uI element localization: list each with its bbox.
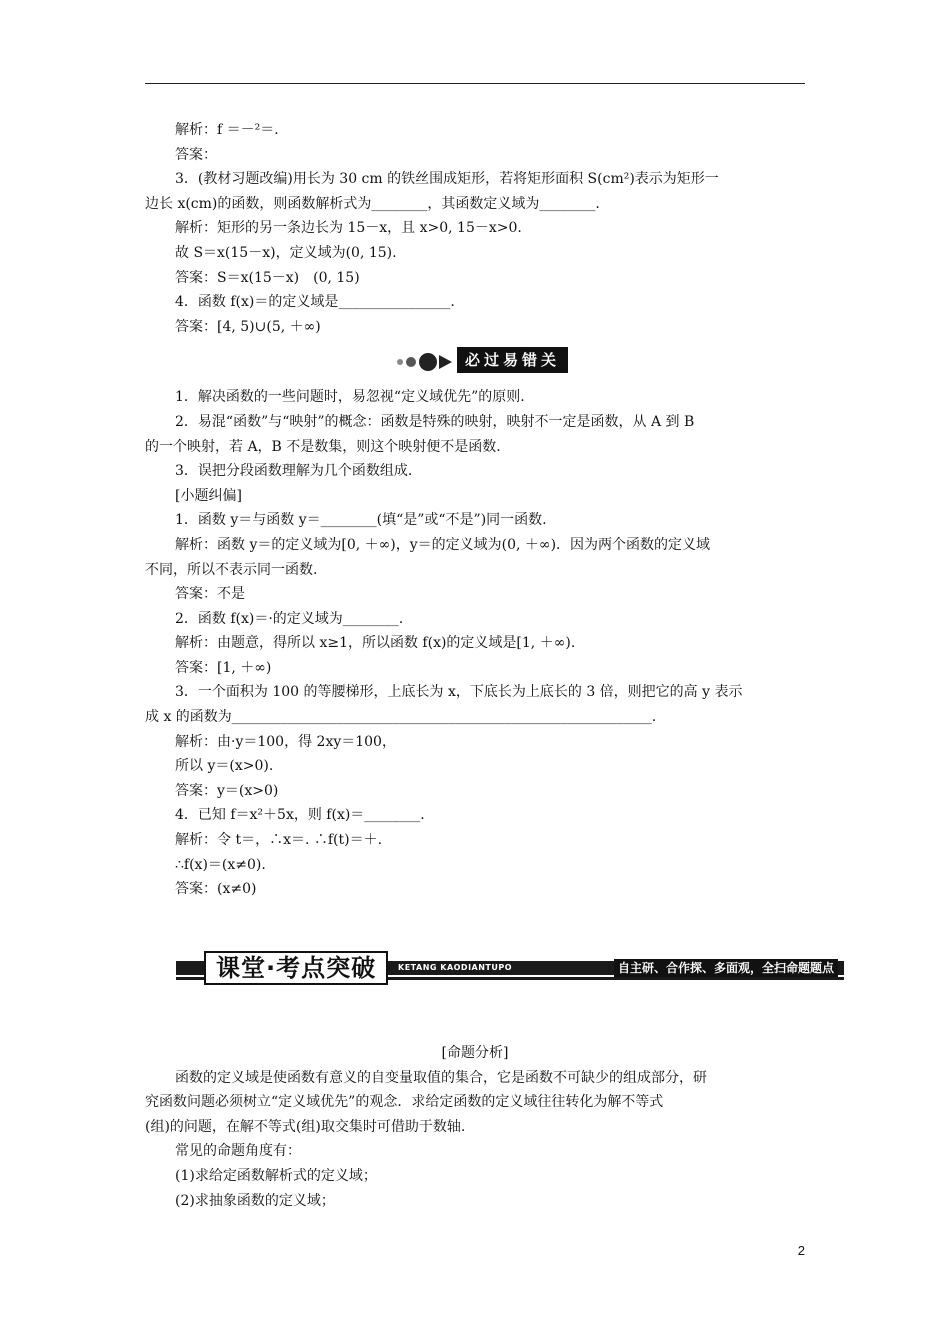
text-line: 函数的定义域是使函数有意义的自变量取值的集合，它是函数不可缺少的组成部分，研 <box>175 1069 707 1086</box>
text-line: 答案：[1, ＋∞) <box>175 659 272 676</box>
top-text-block <box>145 118 805 339</box>
page-number: 2 <box>797 1243 805 1258</box>
text-line: 1．解决函数的一些问题时，易忽视“定义域优先”的原则. <box>175 389 525 406</box>
text-line: 常见的命题角度有： <box>175 1143 301 1160</box>
text-line: (1)求给定函数解析式的定义域； <box>175 1167 377 1184</box>
text-line: 3．一个面积为 100 的等腰梯形，上底长为 x，下底长为上底长的 3 倍，则把它的高 y 表示 <box>175 684 743 701</box>
text-line: 答案：[4, 5)∪(5, ＋∞) <box>175 318 321 335</box>
text-line: 答案：S＝x(15－x) (0, 15) <box>175 269 360 286</box>
text-line: 2．易混“函数”与“映射”的概念：函数是特殊的映射，映射不一定是函数，从 A 到 B <box>175 413 695 430</box>
text-line: 的一个映射，若 A，B 不是数集，则这个映射便不是函数. <box>145 438 501 455</box>
text-line: 解析：由·y＝100，得 2xy＝100， <box>175 733 396 750</box>
section2-pinyin: KETANG KAODIANTUPO <box>398 963 513 972</box>
text-line: 4．已知 f＝x²＋5x，则 f(x)＝________. <box>175 807 425 824</box>
text-line: [小题纠偏] <box>175 487 242 504</box>
text-line: 边长 x(cm)的函数，则函数解析式为________，其函数定义域为________. <box>145 195 600 212</box>
text-line: 1．函数 y＝与函数 y＝________(填“是”或“不是”)同一函数. <box>175 512 547 529</box>
text-line: 解析：矩形的另一条边长为 15－x，且 x>0, 15－x>0. <box>175 220 522 237</box>
text-line: 4．函数 f(x)＝的定义域是________________. <box>175 294 455 311</box>
text-line: 3．误把分段函数理解为几个函数组成. <box>175 463 413 480</box>
text-line: 不同，所以不表示同一函数. <box>145 561 318 578</box>
text-line: [命题分析] <box>441 1045 509 1061</box>
text-line: (组)的问题，在解不等式(组)取交集时可借助于数轴. <box>145 1118 466 1135</box>
text-line: 解析：f ＝－²＝. <box>175 122 279 138</box>
text-line: ∴f(x)＝(x≠0). <box>175 856 266 873</box>
header-rule <box>145 83 805 84</box>
text-line: 究函数问题必须树立“定义域优先”的观念．求给定函数的定义域往往转化为解不等式 <box>145 1094 664 1111</box>
text-line: 答案： <box>175 146 217 163</box>
bottom-text-block <box>145 1041 805 1213</box>
section-banner-bigguo <box>145 345 805 379</box>
text-line: (2)求抽象函数的定义域； <box>175 1192 335 1209</box>
text-line: 所以 y＝(x>0). <box>175 758 274 775</box>
main-content <box>145 118 805 902</box>
text-line: 解析：由题意，得所以 x≥1，所以函数 f(x)的定义域是[1, ＋∞). <box>175 635 576 652</box>
text-line: 解析：令 t＝，∴x＝. ∴f(t)＝＋. <box>175 832 383 849</box>
middle-text-block <box>145 385 805 901</box>
text-line: 答案：(x≠0) <box>175 881 257 898</box>
text-line: 解析：函数 y＝的定义域为[0, ＋∞)，y＝的定义域为(0, ＋∞)．因为两个函数的定义域 <box>175 536 711 553</box>
text-line: 3．(教材习题改编)用长为 30 cm 的铁丝围成矩形，若将矩形面积 S(cm²)表示为矩形一 <box>175 171 719 188</box>
text-line: 2．函数 f(x)＝·的定义域为________. <box>175 610 404 627</box>
section-title: 必过易错关 <box>457 347 568 373</box>
bottom-content <box>145 1041 805 1213</box>
section2-title: 课堂·考点突破 <box>204 951 388 985</box>
section-banner-ketang <box>176 951 844 983</box>
text-line: 答案：y＝(x>0) <box>175 782 279 799</box>
text-line: 故 S＝x(15－x)，定义域为(0, 15). <box>175 244 397 261</box>
text-line: 成 x 的函数为____________________________________________________________. <box>145 709 657 726</box>
text-line: 答案：不是 <box>175 586 245 603</box>
section2-tagline: 自主研、合作探、多面观，全扫命题题点 <box>614 959 838 977</box>
